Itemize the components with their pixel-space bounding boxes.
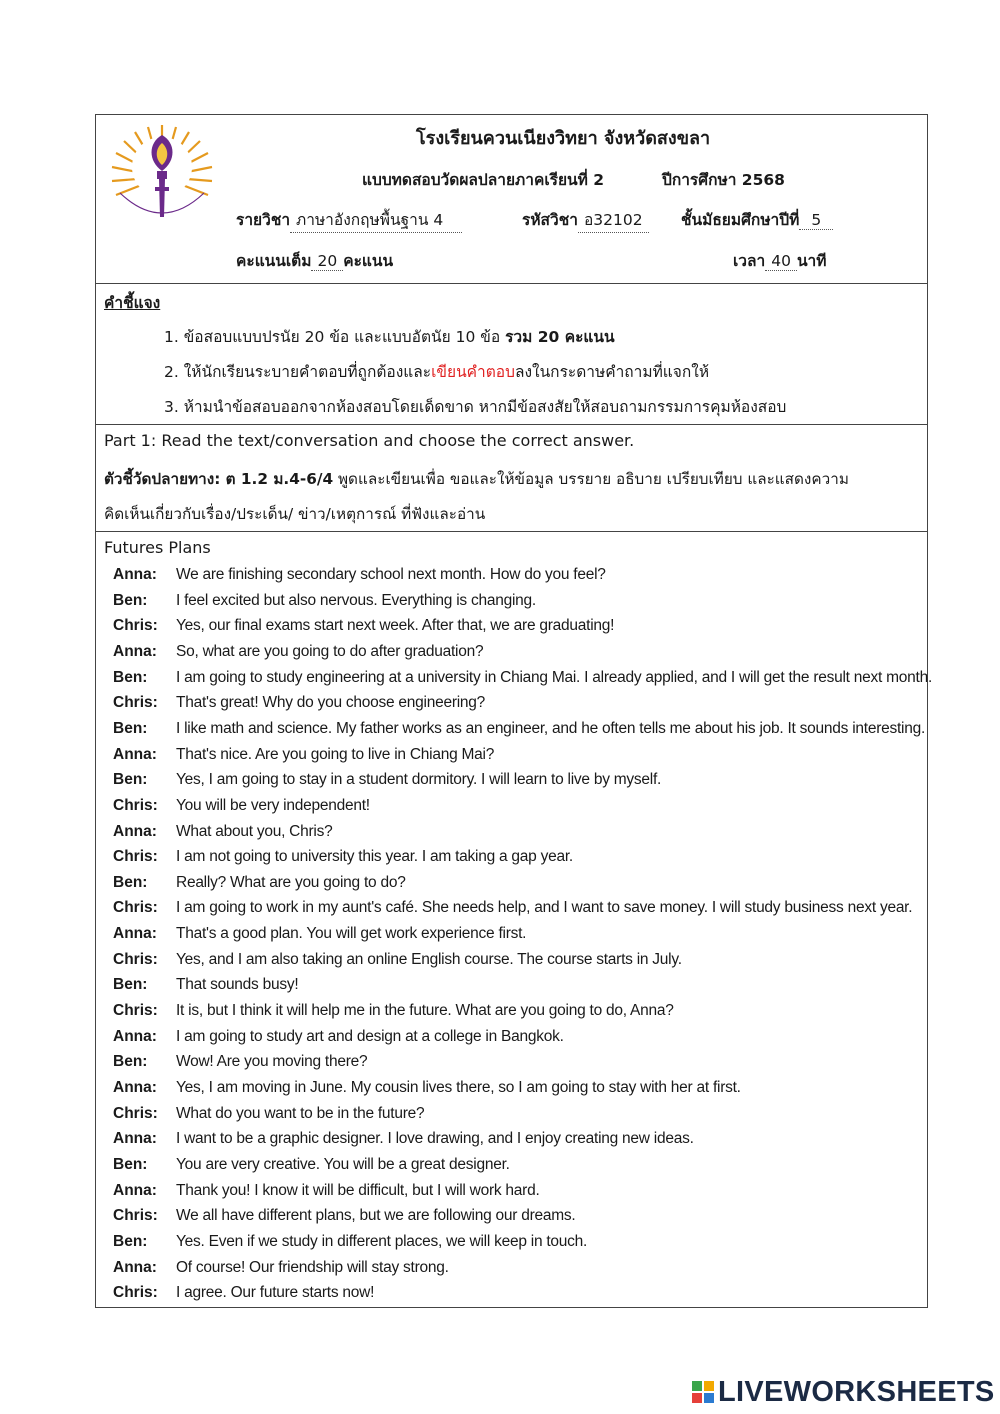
- dialogue-line: [96, 617, 929, 643]
- speaker-name: Anna:: [113, 1258, 157, 1276]
- time-row: [733, 248, 826, 273]
- dialogue-text: I like math and science. My father works as an engineer, and he often tells me about his job. It sounds interesting.: [176, 719, 926, 737]
- speaker-name: Anna:: [113, 1079, 157, 1096]
- instruction-2-post: ลงในกระดาษคำถามที่แจกให้: [514, 363, 710, 381]
- speaker-name: Chris:: [113, 1002, 158, 1020]
- dialogue-line: [96, 1284, 929, 1310]
- indicator-line-1: [104, 466, 849, 491]
- part1-title: Part 1: Read the text/conversation and choose the correct answer.: [104, 431, 635, 450]
- dialogue-line: [96, 1105, 929, 1131]
- instructions-section: [96, 284, 927, 425]
- grade-label: ชั้นมัธยมศึกษาปีที่: [681, 211, 800, 229]
- academic-year: ปีการศึกษา 2568: [662, 171, 785, 189]
- speaker-name: Chris:: [113, 1284, 158, 1302]
- speaker-name: Chris:: [113, 1104, 158, 1122]
- speaker-name: Ben:: [113, 1232, 148, 1250]
- dialogue-title: Futures Plans: [104, 538, 211, 557]
- instruction-1-total: รวม 20 คะแนน: [505, 328, 615, 346]
- time-value: 40: [765, 252, 797, 271]
- time-label: เวลา: [733, 252, 766, 270]
- dialogue-line: [96, 1002, 929, 1028]
- dialogue-text: I am not going to university this year. I am taking a gap year.: [176, 848, 573, 866]
- dialogue-text: Thank you! I know it will be difficult, but I will work hard.: [176, 1181, 540, 1199]
- dialogue-line: [96, 951, 929, 977]
- dialogue-text: I want to be a graphic designer. I love drawing, and I enjoy creating new ideas.: [176, 1130, 694, 1148]
- dialogue-line: [96, 1079, 929, 1105]
- speaker-name: Ben:: [113, 1053, 148, 1071]
- dialogue-text: Of course! Our friendship will stay strong.: [176, 1258, 449, 1276]
- dialogue-line: [96, 668, 933, 695]
- score-row: [236, 248, 393, 273]
- score-label: คะแนนเต็ม: [236, 252, 312, 270]
- dialogue-text: That's nice. Are you going to live in Chiang Mai?: [176, 745, 495, 763]
- dialogue-text: We are finishing secondary school next month. How do you feel?: [176, 566, 606, 583]
- subject-row: [236, 207, 462, 233]
- dialogue-line: [96, 771, 929, 797]
- dialogue-line: [96, 566, 929, 592]
- instruction-1: [164, 324, 615, 349]
- dialogue-line: [96, 643, 929, 669]
- dialogue-text: I am going to work in my aunt's café. She needs help, and I want to save money. I will study business next year.: [176, 899, 913, 917]
- exam-title: แบบทดสอบวัดผลปลายภาคเรียนที่ 2: [362, 171, 605, 189]
- brand-text: LIVEWORKSHEETS: [718, 1376, 995, 1408]
- indicator-line-2: คิดเห็นเกี่ยวกับเรื่อง/ประเด็น/ ข่าว/เหตุการณ์ ที่ฟังและอ่าน: [104, 505, 486, 523]
- speaker-name: Anna:: [113, 642, 157, 660]
- dialogue-text: That sounds busy!: [176, 976, 299, 994]
- dialogue-line: [96, 1130, 929, 1156]
- dialogue-line: [96, 1259, 929, 1285]
- dialogue-text: I agree. Our future starts now!: [176, 1284, 375, 1302]
- dialogue-text: Yes, and I am also taking an online English course. The course starts in July.: [176, 950, 682, 968]
- speaker-name: Chris:: [113, 694, 158, 712]
- speaker-name: Anna:: [113, 1130, 157, 1148]
- dialogue-line: [96, 1053, 929, 1079]
- dialogue-text: It is, but I think it will help me in the future. What are you going to do, Anna?: [176, 1002, 674, 1020]
- dialogue-section: [96, 532, 933, 1307]
- instructions-title: คำชี้แจง: [104, 294, 161, 312]
- instruction-2: [164, 359, 709, 384]
- dialogue-text: Yes, I am going to stay in a student dormitory. I will learn to live by myself.: [176, 771, 662, 789]
- speaker-name: Chris:: [113, 848, 158, 866]
- instruction-3: 3. ห้ามนำข้อสอบออกจากห้องสอบโดยเด็ดขาด หากมีข้อสงสัยให้สอบถามกรรมการคุมห้องสอบ: [164, 398, 787, 416]
- dialogue-text: We all have different plans, but we are following our dreams.: [176, 1207, 576, 1225]
- speaker-name: Ben:: [113, 591, 148, 609]
- speaker-name: Anna:: [113, 745, 157, 763]
- dialogue-line: [96, 899, 929, 925]
- speaker-name: Chris:: [113, 1207, 158, 1225]
- dialogue-text: Really? What are you going to do?: [176, 873, 406, 891]
- dialogue-text: Wow! Are you moving there?: [176, 1053, 368, 1071]
- speaker-name: Anna:: [113, 1181, 157, 1199]
- speaker-name: Anna:: [113, 925, 157, 943]
- dialogue-line: [96, 1028, 929, 1054]
- dialogue-text: So, what are you going to do after graduation?: [176, 642, 484, 660]
- dialogue-text: I am going to study art and design at a college in Bangkok.: [176, 1027, 564, 1045]
- indicator-label: ตัวชี้วัดปลายทาง: ต 1.2 ม.4-6/4: [104, 470, 334, 488]
- speaker-name: Ben:: [113, 976, 148, 994]
- school-name: โรงเรียนควนเนียงวิทยา จังหวัดสงขลา: [416, 128, 711, 149]
- instruction-1-text: 1. ข้อสอบแบบปรนัย 20 ข้อ และแบบอัตนัย 10 ข้อ: [164, 328, 506, 346]
- time-unit: นาที: [796, 252, 827, 270]
- dialogue-line: [96, 694, 929, 720]
- dialogue-text: What do you want to be in the future?: [176, 1104, 425, 1122]
- speaker-name: Ben:: [113, 1155, 148, 1173]
- speaker-name: Ben:: [113, 668, 148, 686]
- speaker-name: Ben:: [113, 771, 148, 789]
- dialogue-line: [96, 720, 929, 746]
- dialogue-line: [96, 823, 929, 849]
- dialogue-text: I am going to study engineering at a university in Chiang Mai. I already applied, and I will get the result next month.: [176, 668, 933, 686]
- dialogue-text: That's a good plan. You will get work experience first.: [176, 925, 527, 943]
- score-value: 20: [311, 252, 343, 271]
- dialogue-line: [96, 592, 929, 618]
- dialogue-line: [96, 976, 929, 1002]
- code-row: [522, 207, 649, 233]
- dialogue-line: [96, 848, 929, 874]
- speaker-name: Chris:: [113, 796, 158, 814]
- speaker-name: Anna:: [113, 566, 157, 583]
- school-logo: [106, 121, 218, 233]
- code-label: รหัสวิชา: [522, 211, 578, 229]
- subject-label: รายวิชา: [236, 211, 291, 229]
- subject-value: ภาษาอังกฤษพื้นฐาน 4: [290, 207, 462, 233]
- dialogue-text: That's great! Why do you choose engineering?: [176, 694, 486, 712]
- speaker-name: Chris:: [113, 950, 158, 968]
- indicator-text-1: พูดและเขียนเพื่อ ขอและให้ข้อมูล บรรยาย อธิบาย เปรียบเทียบ และแสดงความ: [333, 470, 849, 488]
- dialogue-line: [96, 746, 929, 772]
- grade-value: 5: [799, 211, 833, 230]
- liveworksheets-logo-icon: [692, 1381, 714, 1403]
- instruction-2-pre: 2. ให้นักเรียนระบายคำตอบที่ถูกต้องและ: [164, 363, 432, 381]
- speaker-name: Chris:: [113, 899, 158, 917]
- exam-header: [96, 115, 927, 284]
- speaker-name: Chris:: [113, 617, 158, 635]
- dialogue-line: [96, 874, 929, 900]
- dialogue-line: [96, 1233, 929, 1259]
- score-unit: คะแนน: [343, 252, 394, 270]
- instruction-2-highlight: เขียนคำตอบ: [431, 363, 515, 381]
- liveworksheets-brand[interactable]: [692, 1376, 995, 1409]
- dialogue-line: [96, 1207, 929, 1233]
- dialogue-line: [96, 1156, 929, 1182]
- dialogue-line: [96, 925, 929, 951]
- dialogue-text: You are very creative. You will be a great designer.: [176, 1155, 510, 1173]
- speaker-name: Ben:: [113, 719, 148, 737]
- part1-section: [96, 425, 927, 532]
- exam-sheet: [95, 114, 933, 1308]
- code-value: อ32102: [578, 207, 649, 233]
- dialogue-text: Yes. Even if we study in different places, we will keep in touch.: [176, 1232, 588, 1250]
- speaker-name: Anna:: [113, 822, 157, 840]
- dialogue-text: Yes, I am moving in June. My cousin lives there, so I am going to stay with her at first.: [176, 1079, 741, 1096]
- speaker-name: Anna:: [113, 1027, 157, 1045]
- dialogue-text: What about you, Chris?: [176, 822, 333, 840]
- speaker-name: Ben:: [113, 873, 148, 891]
- dialogue-text: I feel excited but also nervous. Everything is changing.: [176, 591, 536, 609]
- dialogue-text: You will be very independent!: [176, 796, 370, 814]
- dialogue-text: Yes, our final exams start next week. After that, we are graduating!: [176, 617, 615, 635]
- dialogue-line: [96, 1182, 929, 1208]
- grade-row: [681, 207, 833, 232]
- dialogue-line: [96, 797, 929, 823]
